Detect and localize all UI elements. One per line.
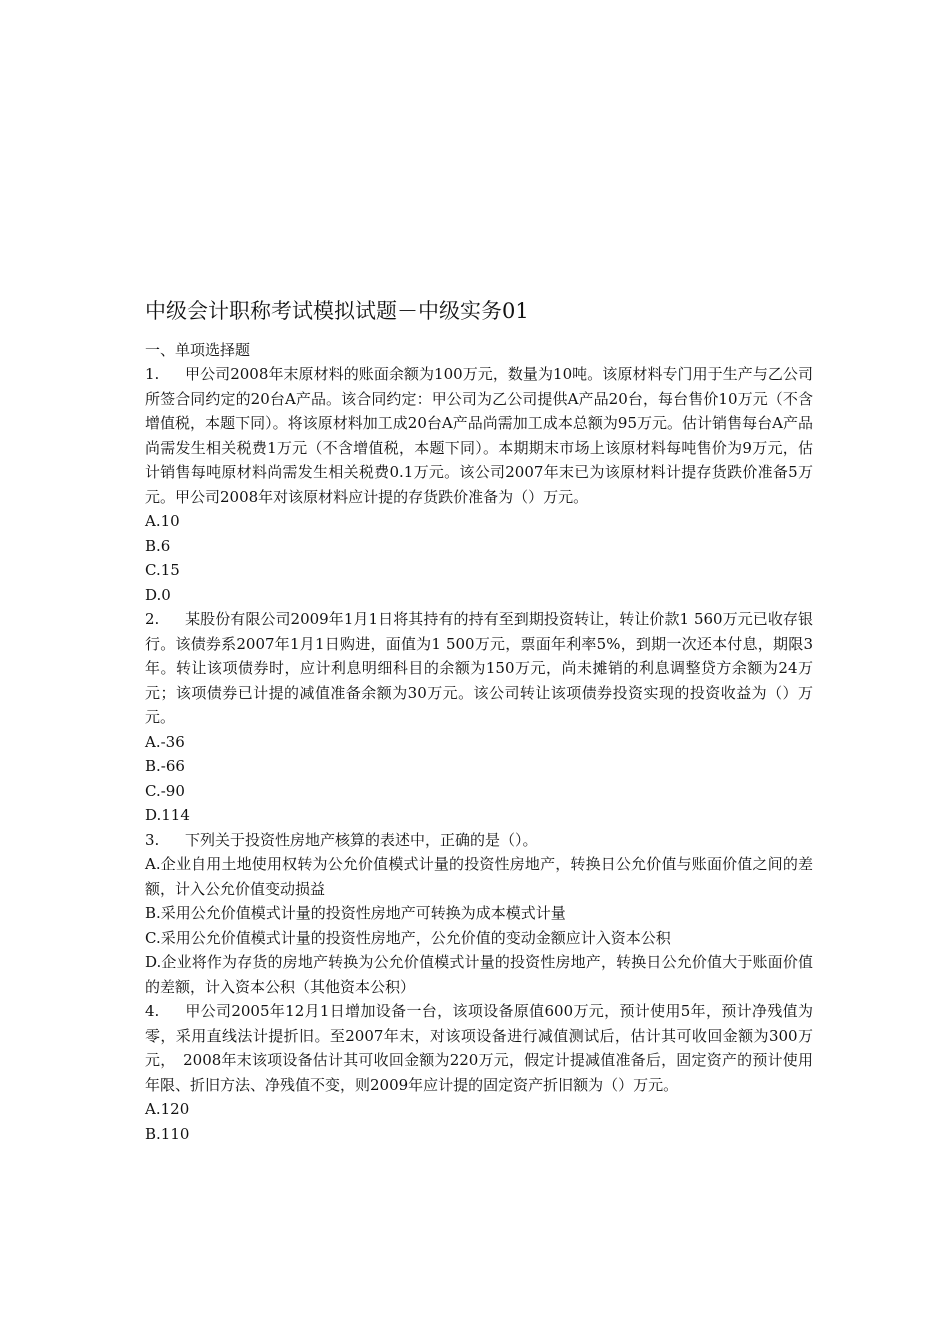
question-number: 4. — [145, 1002, 160, 1020]
option-a: A.-36 — [145, 732, 185, 751]
question-text: 下列关于投资性房地产核算的表述中，正确的是（）。 — [185, 830, 538, 849]
question-text: 甲公司2008年末原材料的账面余额为100万元，数量为10吨。该原材料专门用于生产与乙公司所签合同约定的20台A产品。该合同约定：甲公司为乙公司提供A产品20台，每台售价10万元（不含增值税，本题下同）。将该原材料加工成20台A产品尚需加工成本总额为95万元。估计销售每台A产品尚需发生相关税费1万元（不含增值税，本题下同）。本期期末市场上该原材料每吨售价为9万元，估计销售每吨原材料尚需发生相关税费0.1万元。该公司2007年末已为该原材料计提存货跌价准备5万元。甲公司2008年对该原材料应计提的存货跌价准备为（）万元。 — [145, 365, 813, 506]
section-heading: 一、单项选择题 — [145, 341, 251, 359]
option-c: C.采用公允价值模式计量的投资性房地产，公允价值的变动金额应计入资本公积 — [145, 928, 671, 947]
question-3 — [145, 828, 813, 1000]
question-number: 2. — [145, 610, 160, 628]
question-number: 1. — [145, 365, 160, 383]
option-d: D.企业将作为存货的房地产转换为公允价值模式计量的投资性房地产，转换日公允价值大于账面价值的差额，计入资本公积（其他资本公积） — [145, 953, 813, 996]
question-text: 甲公司2005年12月1日增加设备一台，该项设备原值600万元，预计使用5年，预计净残值为零，采用直线法计提折旧。至2007年末，对该项设备进行减值测试后，估计其可收回金额为300万元， 2008年末该项设备估计其可收回金额为220万元，假定计提减值准备后，固定资产的预计使用年限、折旧方法、净残值不变，则2009年应计提的固定资产折旧额为（）万元。 — [145, 1002, 813, 1094]
question-number: 3. — [145, 830, 160, 849]
question-stem — [145, 999, 813, 1097]
option-b: B.6 — [145, 536, 171, 555]
option-c: C.15 — [145, 561, 180, 579]
option-a: A.120 — [145, 1100, 190, 1118]
question-stem — [145, 828, 813, 853]
question-text: 某股份有限公司2009年1月1日将其持有的持有至到期投资转让，转让价款1 560万元已收存银行。该债券系2007年1月1日购进，面值为1 500万元，票面年利率5%，到期一次还本付息，期限3年。转让该项债券时，应计利息明细科目的余额为150万元，尚未摊销的利息调整贷方余额为24万元；该项债券已计提的减值准备余额为30万元。该公司转让该项债券投资实现的投资收益为（）万元。 — [145, 610, 813, 726]
question-stem — [145, 607, 813, 730]
option-a: A.10 — [145, 512, 180, 530]
question-1 — [145, 362, 813, 607]
option-d: D.0 — [145, 585, 171, 604]
document-title: 中级会计职称考试模拟试题－中级实务01 — [145, 299, 529, 323]
option-b: B.采用公允价值模式计量的投资性房地产可转换为成本模式计量 — [145, 904, 566, 922]
question-2 — [145, 607, 813, 828]
question-4 — [145, 999, 813, 1146]
option-a: A.企业自用土地使用权转为公允价值模式计量的投资性房地产，转换日公允价值与账面价值之间的差额，计入公允价值变动损益 — [145, 855, 813, 898]
option-d: D.114 — [145, 806, 190, 824]
question-stem — [145, 362, 813, 509]
option-c: C.-90 — [145, 781, 185, 800]
option-b: B.-66 — [145, 757, 185, 775]
document-page — [145, 296, 813, 1146]
option-b: B.110 — [145, 1124, 190, 1143]
